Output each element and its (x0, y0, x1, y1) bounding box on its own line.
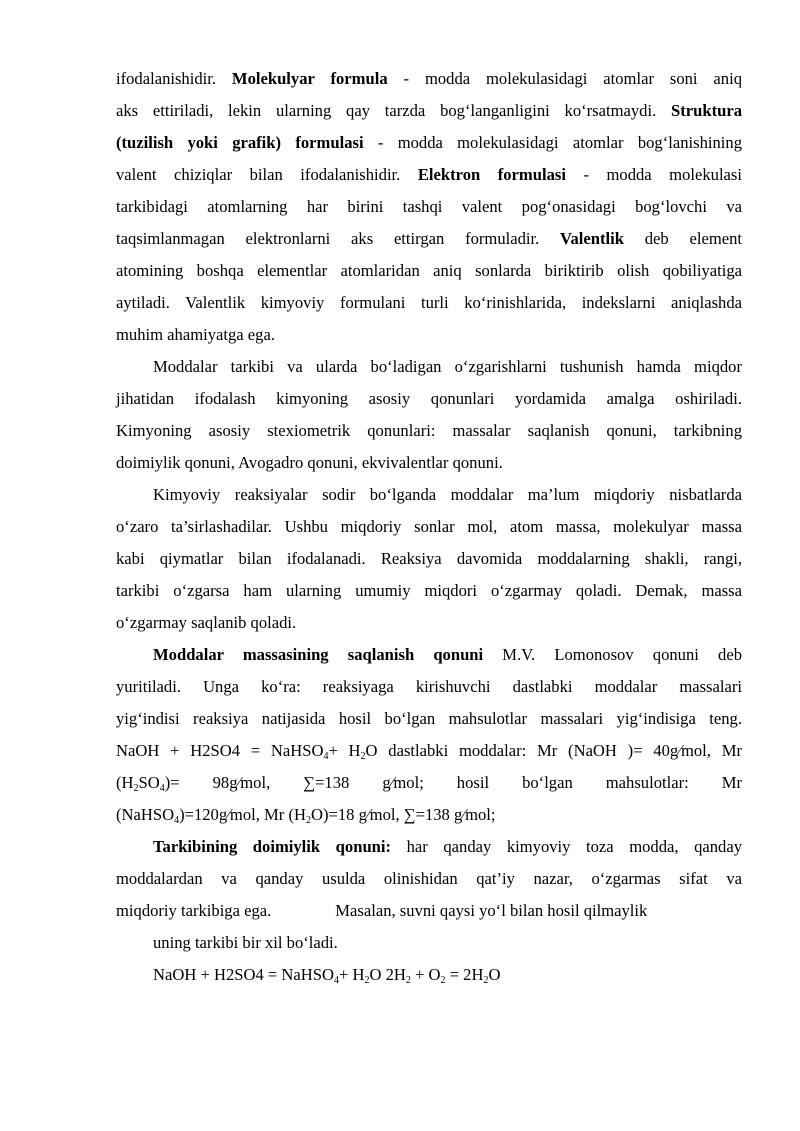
text-line: muhim ahamiyatga ega. (116, 325, 275, 344)
formula-line: (NaHSO$_4$)=120g⁄mol, Mr $(H_2O)=18$ g⁄mol, ∑=138 g⁄mol; (116, 805, 496, 826)
text-line: moddalardan va qanday usulda olinishidan qat’iy nazar, o‘zgarmas sifat va (116, 869, 742, 888)
term-bold: Valentlik (560, 229, 624, 248)
text-line: Tarkibining doimiylik qonuni: har qanday kimyoviy toza modda, qanday (153, 837, 742, 856)
text-line: yuritiladi. Unga ko‘ra: reaksiyaga kirishuvchi dastlabki moddalar massalari (116, 677, 742, 696)
text-line: jihatidan ifodalash kimyoning asosiy qonunlari yordamida amalga oshiriladi. (116, 389, 742, 408)
text-line: o‘zgarmay saqlanib qoladi. (116, 613, 297, 632)
text-line: atomining boshqa elementlar atomlaridan aniq sonlarda biriktirib olish qobiliyatiga (116, 261, 742, 280)
text-line: ifodalanishidir. Molekulyar formula - modda molekulasidagi atomlar soni aniq (116, 69, 742, 88)
term-bold: Tarkibining doimiylik qonuni: (153, 837, 392, 856)
text-line: Kimyoviy reaksiyalar sodir bo‘lganda moddalar ma’lum miqdoriy nisbatlarda (153, 485, 742, 504)
formula-line: NaOH + H2SO4 = NaHSO$_4$+ $H_2O$ $2H_2 + O_2 = 2H_2O$ (153, 965, 501, 986)
text-line: taqsimlanmagan elektronlarni aks ettirgan formuladir. Valentlik deb element (116, 229, 742, 248)
text-line: Kimyoning asosiy stexiometrik qonunlari: massalar saqlanish qonuni, tarkibning (116, 421, 742, 440)
text-line: aytiladi. Valentlik kimyoviy formulani turli ko‘rinishlarida, indekslarni aniqlashda (116, 293, 742, 312)
term-bold: Moddalar massasining saqlanish qonuni (153, 645, 484, 664)
text-line: doimiylik qonuni, Avogadro qonuni, ekvivalentlar qonuni. (116, 453, 503, 472)
term-bold: (tuzilish yoki grafik) formulasi (116, 133, 364, 152)
text-line: Moddalar tarkibi va ularda bo‘ladigan o‘zgarishlarni tushunish hamda miqdor (153, 357, 742, 376)
text-line: tarkibidagi atomlarning har birini tashqi valent pog‘onasidagi bog‘lovchi va (116, 197, 742, 216)
text-line: Moddalar massasining saqlanish qonuni M.V. Lomonosov qonuni deb (153, 645, 742, 664)
text-line: o‘zaro ta’sirlashadilar. Ushbu miqdoriy sonlar mol, atom massa, molekulyar massa (116, 517, 742, 536)
text-line: uning tarkibi bir xil bo‘ladi. (153, 933, 338, 952)
term-bold: Molekulyar formula (231, 69, 388, 88)
text-line: miqdoriy tarkibiga ega. Masalan, suvni qaysi yo‘l bilan hosil qilmaylik (116, 901, 648, 920)
formula-line: NaOH + H2SO4 = NaHSO$_4$+ $H_2O$ dastlabki moddalar: Mr (NaOH )= 40g⁄mol, Mr (116, 741, 742, 762)
text-line: yig‘indisi reaksiya natijasida hosil bo‘lgan mahsulotlar massalari yig‘indisiga teng. (116, 709, 742, 728)
text-line: tarkibi o‘zgarsa ham ularning umumiy miqdori o‘zgarmay qoladi. Demak, massa (116, 581, 742, 600)
text-line: (tuzilish yoki grafik) formulasi - modda molekulasidagi atomlar bog‘lanishining (116, 133, 742, 152)
formula-line: $(H_2SO_4)=$ 98g⁄mol, ∑=138 g⁄mol; hosil bo‘lgan mahsulotlar: Mr (116, 773, 742, 794)
text-line: kabi qiymatlar bilan ifodalanadi. Reaksiya davomida moddalarning shakli, rangi, (116, 549, 742, 568)
term-bold: Struktura (671, 101, 742, 120)
text-line: aks ettiriladi, lekin ularning qay tarzda bog‘langanligini ko‘rsatmaydi. Struktura (116, 101, 742, 120)
term-bold: Elektron formulasi (417, 165, 566, 184)
text-line: valent chiziqlar bilan ifodalanishidir. Elektron formulasi - modda molekulasi (116, 165, 742, 184)
